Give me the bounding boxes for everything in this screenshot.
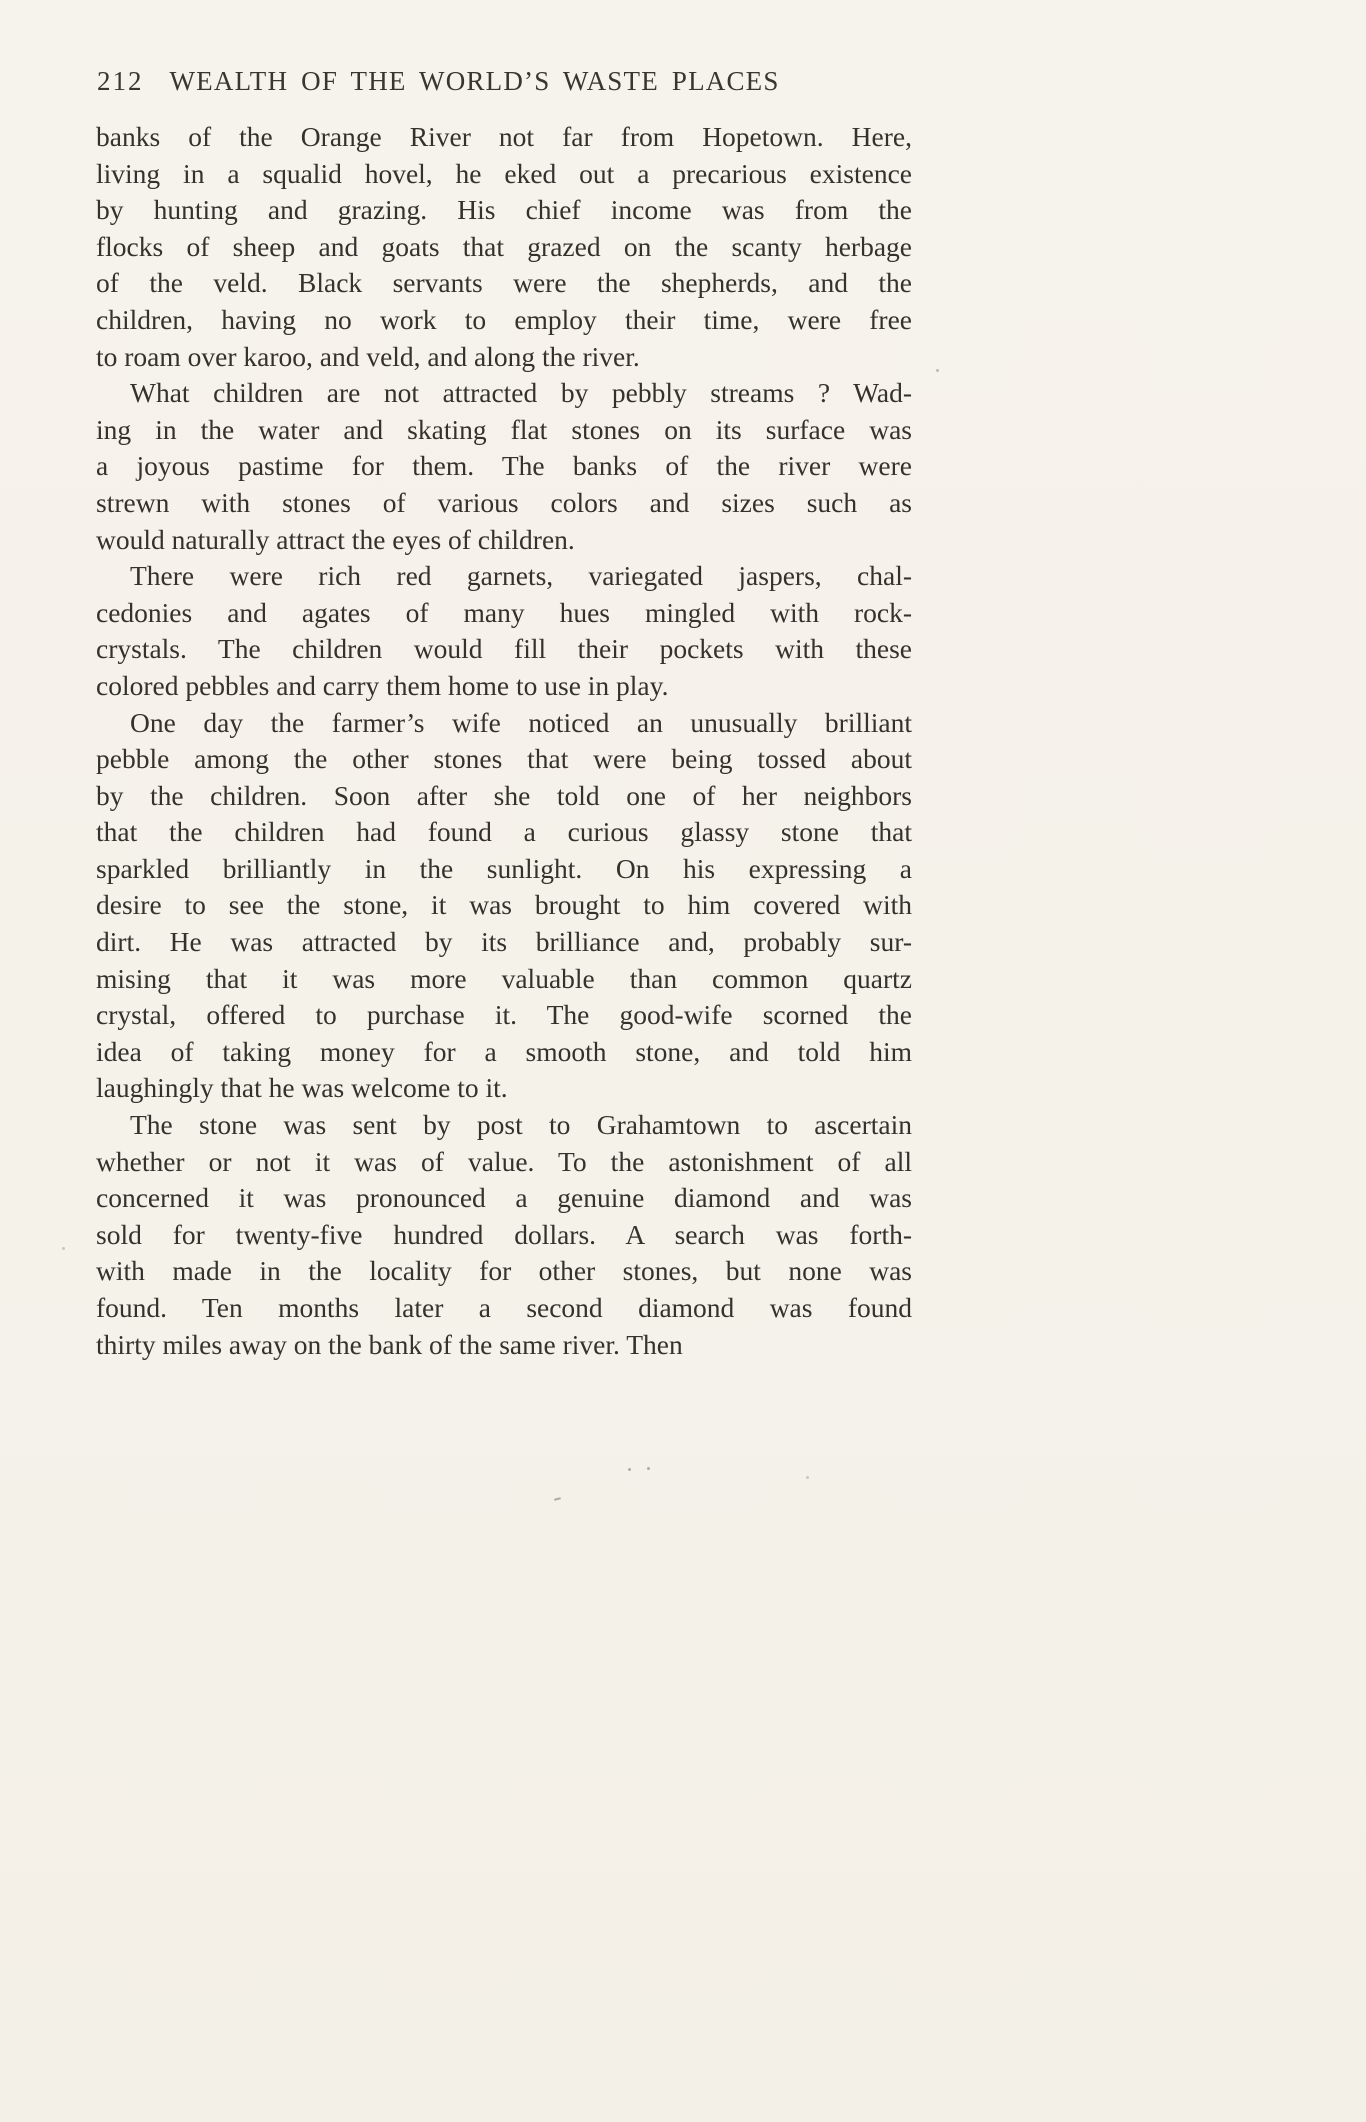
text-line: ing in the water and skating flat stones on its surface was bbox=[96, 413, 912, 445]
text-line: with made in the locality for other stones, but none was bbox=[96, 1255, 912, 1287]
page-header bbox=[97, 66, 913, 97]
text-line: would naturally attract the eyes of children. bbox=[96, 523, 575, 555]
scan-speck bbox=[628, 1468, 631, 1471]
scan-speck bbox=[936, 369, 939, 372]
scan-speck bbox=[62, 1247, 65, 1250]
text-line: cedonies and agates of many hues mingled with rock- bbox=[96, 596, 912, 628]
text-line: laughingly that he was welcome to it. bbox=[96, 1072, 508, 1104]
text-line: by hunting and grazing. His chief income was from the bbox=[96, 194, 912, 226]
text-line: desire to see the stone, it was brought to him covered with bbox=[96, 889, 912, 921]
text-line: What children are not attracted by pebbly streams ? Wad- bbox=[130, 377, 912, 409]
body-paragraph bbox=[96, 1107, 912, 1363]
scan-speck bbox=[554, 1497, 561, 1501]
text-line: banks of the Orange River not far from Hopetown. Here, bbox=[96, 121, 912, 152]
text-line: sold for twenty-five hundred dollars. A search was forth- bbox=[96, 1218, 912, 1250]
text-line: mising that it was more valuable than common quartz bbox=[96, 962, 912, 994]
text-line: sparkled brilliantly in the sunlight. On his expressing a bbox=[96, 852, 912, 884]
text-line: strewn with stones of various colors and sizes such as bbox=[96, 486, 912, 518]
text-line: One day the farmer’s wife noticed an unusually brilliant bbox=[130, 706, 912, 738]
body-paragraph bbox=[96, 119, 912, 375]
text-line: of the veld. Black servants were the shepherds, and the bbox=[96, 267, 912, 299]
text-line: crystals. The children would fill their pockets with these bbox=[96, 633, 912, 665]
text-line: living in a squalid hovel, he eked out a precarious existence bbox=[96, 157, 912, 189]
scan-speck bbox=[806, 1476, 809, 1479]
running-title: WEALTH OF THE WORLD’S WASTE PLACES bbox=[169, 66, 780, 96]
text-line: thirty miles away on the bank of the same river. Then bbox=[96, 1328, 683, 1360]
text-line: pebble among the other stones that were being tossed about bbox=[96, 743, 912, 775]
page-number: 212 bbox=[97, 66, 144, 96]
text-line: There were rich red garnets, variegated jaspers, chal- bbox=[130, 560, 912, 592]
text-line: that the children had found a curious glassy stone that bbox=[96, 816, 912, 848]
body-paragraph bbox=[96, 705, 912, 1108]
text-line: found. Ten months later a second diamond was found bbox=[96, 1292, 912, 1323]
body-paragraph bbox=[96, 375, 912, 558]
text-line: colored pebbles and carry them home to use in play. bbox=[96, 669, 669, 701]
text-line: by the children. Soon after she told one of her neighbors bbox=[96, 779, 912, 811]
text-line: concerned it was pronounced a genuine diamond and was bbox=[96, 1182, 912, 1214]
scan-speck bbox=[647, 1467, 650, 1470]
page-body bbox=[96, 119, 912, 1363]
body-paragraph bbox=[96, 558, 912, 704]
text-line: a joyous pastime for them. The banks of the river were bbox=[96, 450, 912, 482]
text-line: children, having no work to employ their time, were free bbox=[96, 303, 912, 335]
text-line: to roam over karoo, and veld, and along the river. bbox=[96, 340, 640, 372]
text-line: crystal, offered to purchase it. The good-wife scorned the bbox=[96, 999, 912, 1031]
text-line: The stone was sent by post to Grahamtown to ascertain bbox=[130, 1109, 912, 1141]
text-line: flocks of sheep and goats that grazed on the scanty herbage bbox=[96, 230, 912, 262]
text-line: dirt. He was attracted by its brilliance and, probably sur- bbox=[96, 926, 912, 958]
text-line: idea of taking money for a smooth stone, and told him bbox=[96, 1035, 912, 1067]
text-line: whether or not it was of value. To the astonishment of all bbox=[96, 1145, 912, 1177]
